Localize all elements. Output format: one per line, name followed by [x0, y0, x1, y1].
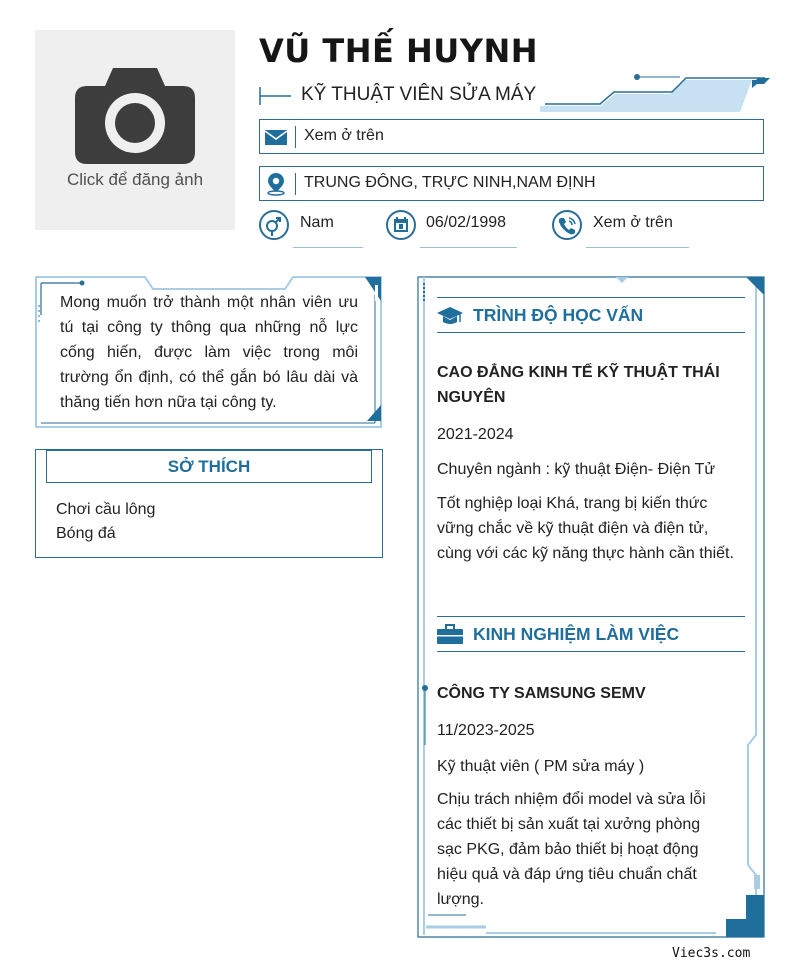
photo-placeholder[interactable] — [35, 30, 235, 230]
hobby-item: Bóng đá — [56, 525, 116, 542]
location-pin-icon — [264, 172, 288, 196]
underline — [293, 247, 363, 248]
underline — [420, 247, 517, 248]
job-title: KỸ THUẬT VIÊN SỬA MÁY — [301, 84, 537, 105]
job-title-line — [259, 87, 291, 105]
company-name: CÔNG TY SAMSUNG SEMV — [437, 685, 646, 702]
experience-heading — [437, 616, 745, 652]
education-major: Chuyên ngành : kỹ thuật Điện- Điện Tử — [437, 461, 716, 478]
phone-item — [552, 210, 692, 255]
school-name: CAO ĐẲNG KINH TẾ KỸ THUẬT THÁI NGUYÊN — [437, 364, 720, 406]
experience-title: KINH NGHIỆM LÀM VIỆC — [473, 624, 680, 644]
email-value[interactable]: Xem ở trên — [304, 127, 384, 144]
career-objective: Mong muốn trở thành một nhân viên ưu tú tại công ty thông qua những nỗ lực cống hiến, được làm việc trong môi trường ổn định, có thể gắn bó lâu dài và thăng tiến hơn nữa tại công ty. — [60, 294, 358, 411]
experience-description: Chịu trách nhiệm đổi model và sửa lỗi các thiết bị sản xuất tại xưởng phòng sạc PKG, đảm bảo thiết bị hoạt động hiệu quả và đáp ứng tiêu chuẩn chất lượng. — [437, 791, 706, 908]
gender-icon — [259, 210, 289, 240]
email-row — [259, 119, 764, 154]
gender-value: Nam — [300, 214, 334, 231]
watermark: Viec3s.com — [672, 946, 751, 961]
email-icon — [264, 125, 288, 149]
education-period: 2021-2024 — [437, 426, 514, 443]
address-row — [259, 166, 764, 201]
birthday-item — [386, 210, 518, 255]
divider — [295, 126, 296, 148]
briefcase-icon — [437, 622, 463, 646]
phone-value[interactable]: Xem ở trên — [593, 214, 673, 231]
phone-icon — [552, 210, 582, 240]
education-title: TRÌNH ĐỘ HỌC VẤN — [473, 305, 644, 325]
birthday-value: 06/02/1998 — [426, 214, 507, 231]
underline — [586, 247, 689, 248]
divider — [295, 173, 296, 195]
hobbies-section — [35, 449, 383, 558]
hobby-item: Chơi cầu lông — [56, 501, 156, 518]
calendar-icon — [386, 210, 416, 240]
photo-upload-label: Click để đăng ảnh — [66, 170, 204, 189]
education-description: Tốt nghiệp loại Khá, trang bị kiến thức vững chắc về kỹ thuật điện và điện tử, cùng với các kỹ năng thực hành cần thiết. — [437, 495, 734, 562]
education-heading — [437, 297, 745, 333]
graduation-cap-icon — [437, 303, 463, 327]
address-value: TRUNG ĐÔNG, TRỰC NINH,NAM ĐỊNH — [304, 174, 596, 191]
experience-position: Kỹ thuật viên ( PM sửa máy ) — [437, 758, 645, 775]
hobbies-title: SỞ THÍCH — [46, 450, 372, 483]
experience-period: 11/2023-2025 — [437, 722, 535, 739]
candidate-name: VŨ THẾ HUYNH — [259, 32, 538, 70]
gender-item — [259, 210, 364, 255]
header-decoration — [540, 70, 770, 112]
camera-icon — [75, 60, 195, 165]
